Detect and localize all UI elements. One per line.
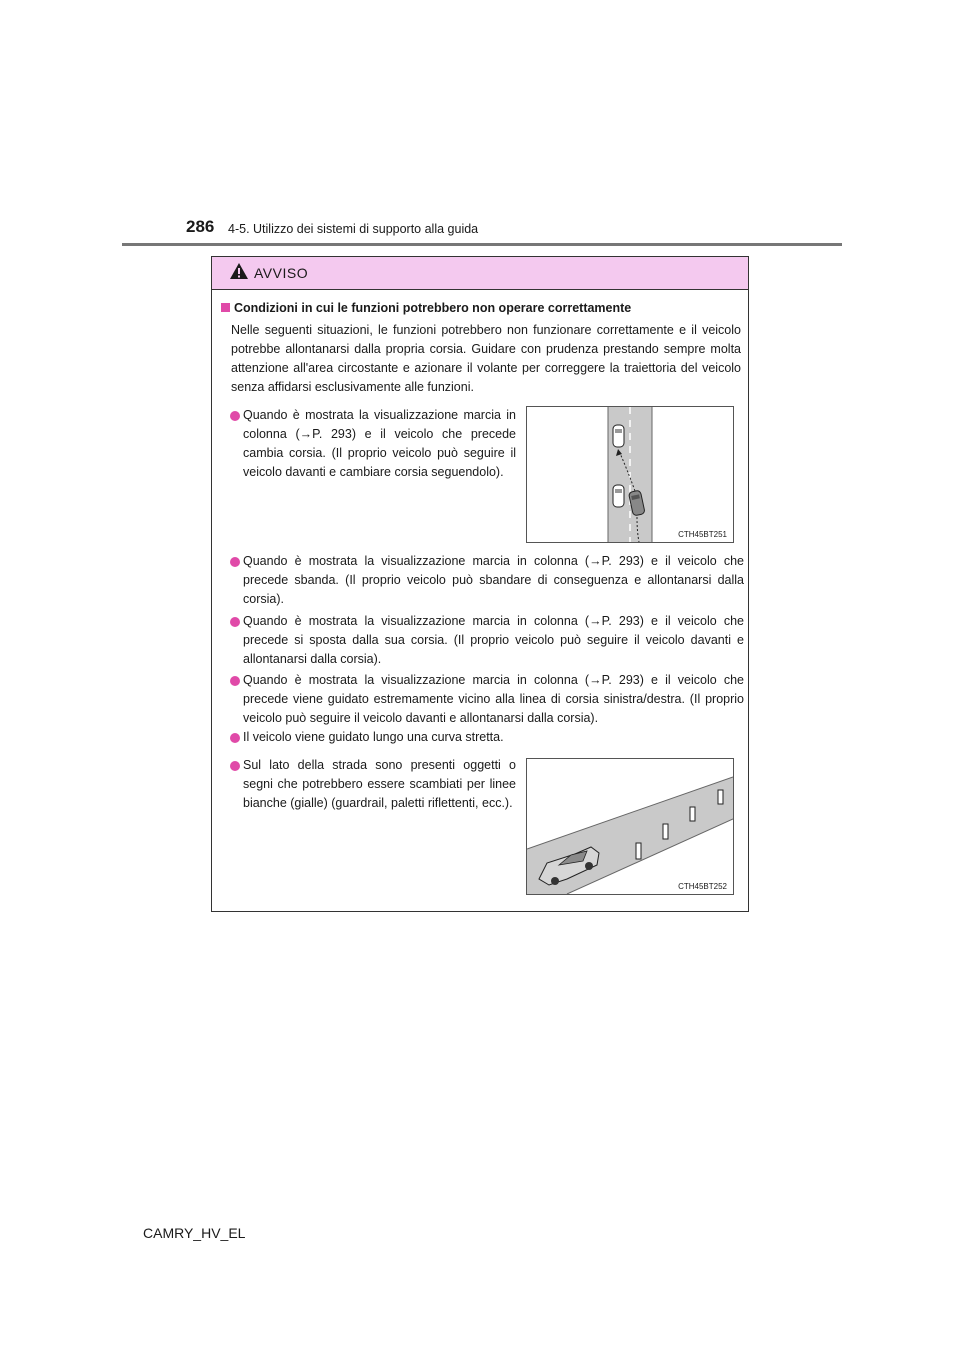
figure-lane-change: [526, 406, 734, 543]
bullet-dot-icon: [230, 557, 240, 567]
bullet-item-1: Quando è mostrata la visualizzazione marcia in colonna (→P. 293) e il veicolo che precede cambia corsia. (Il proprio veicolo può seguire il veicolo davanti e cambiare corsia seguendolo).: [243, 408, 516, 479]
warning-header: [212, 257, 748, 290]
roadside-objects-illustration: [527, 759, 733, 894]
subheading-text: Condizioni in cui le funzioni potrebbero non operare correttamente: [234, 301, 632, 315]
warning-triangle-icon: [229, 262, 249, 280]
bullet-dot-icon: [230, 733, 240, 743]
lane-change-illustration: [527, 407, 733, 542]
warning-subheading: [221, 301, 631, 315]
bullet-item-4: Quando è mostrata la visualizzazione marcia in colonna (→P. 293) e il veicolo che precede viene guidato estremamente vicino alla linea di corsia sinistra/destra. (Il proprio veicolo può seguire il veicolo davanti e allontanarsi dalla corsia).: [243, 673, 744, 725]
header-divider: [122, 243, 842, 246]
warning-label: AVVISO: [254, 265, 309, 281]
bullet-dot-icon: [230, 676, 240, 686]
warning-box: [211, 256, 749, 912]
bullet-dot-icon: [230, 617, 240, 627]
bullet-dot-icon: [230, 411, 240, 421]
figure-code-1: CTH45BT251: [678, 530, 727, 539]
page-number: 286: [186, 217, 215, 236]
bullet-item-3: Quando è mostrata la visualizzazione marcia in colonna (→P. 293) e il veicolo che precede si sposta dalla sua corsia. (Il proprio veicolo può seguire il veicolo davanti e allontanarsi dalla corsia).: [243, 614, 744, 666]
square-bullet-icon: [221, 303, 230, 312]
figure-code-2: CTH45BT252: [678, 882, 727, 891]
intro-paragraph: Nelle seguenti situazioni, le funzioni potrebbero non funzionare correttamente e il veicolo potrebbe allontanarsi dalla propria corsia. Guidare con prudenza prestando sempre molta attenzione all'area circostante e azionare il volante per correggere la traiettoria del veicolo senza affidarsi esclusivamente alle funzioni.: [231, 323, 741, 394]
bullet-item-5: Il veicolo viene guidato lungo una curva stretta.: [243, 730, 504, 744]
bullet-item-6: Sul lato della strada sono presenti oggetti o segni che potrebbero essere scambiati per linee bianche (gialle) (guardrail, paletti riflettenti, ecc.).: [243, 758, 516, 810]
section-title: 4-5. Utilizzo dei sistemi di supporto alla guida: [228, 222, 479, 236]
model-code: CAMRY_HV_EL: [143, 1225, 246, 1241]
figure-roadside-objects: [526, 758, 734, 895]
bullet-dot-icon: [230, 761, 240, 771]
bullet-item-2: Quando è mostrata la visualizzazione marcia in colonna (→P. 293) e il veicolo che precede sbanda. (Il proprio veicolo può sbandare di conseguenza e allontanarsi dalla corsia).: [243, 554, 744, 606]
